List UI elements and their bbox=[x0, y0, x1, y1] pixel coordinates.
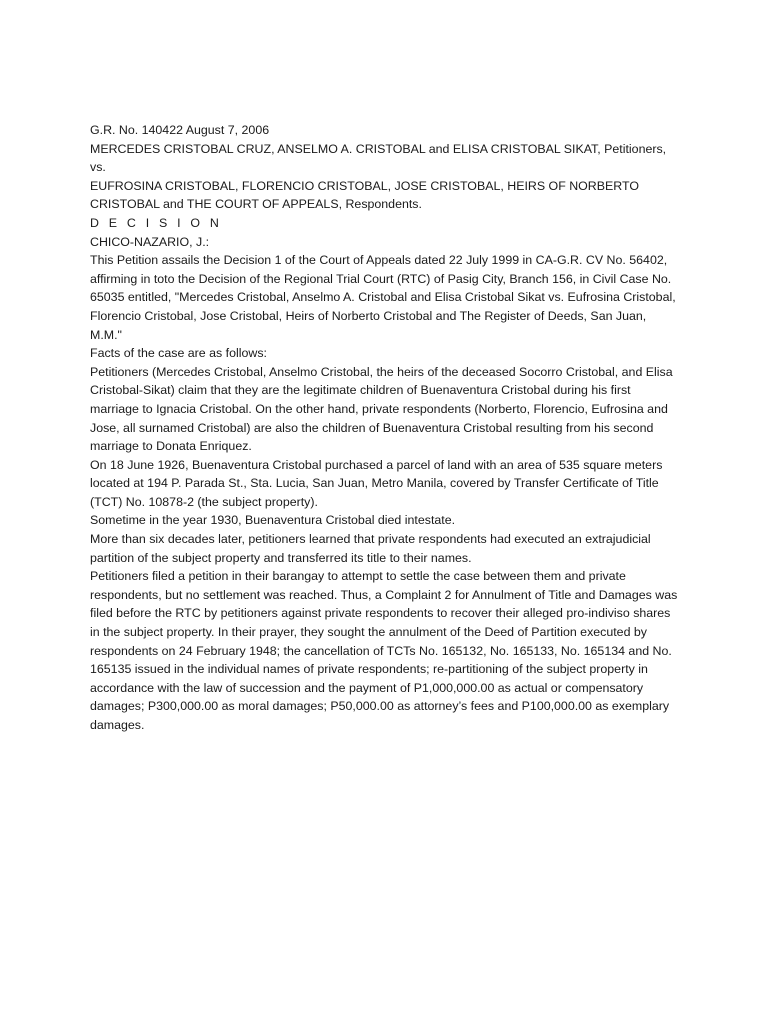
paragraph-facts-intro: Facts of the case are as follows: bbox=[90, 346, 267, 361]
paragraph-complaint: Petitioners filed a petition in their barangay to attempt to settle the case between them and private respondents, but no settlement was reached. Thus, a Complaint 2 for Annulment of Title and Damages was filed before the RTC by petitioners against private respondents to recover their alleged pro-indiviso shares in the subject property. In their prayer, they sought the annulment of the Deed of Partition executed by respondents on 24 February 1948; the cancellation of TCTs No. 165132, No. 165133, No. 165134 and No. 165135 issued in the individual names of private respondents; re-partitioning of the subject property in accordance with the law of succession and the payment of P1,000,000.00 as actual or compensatory damages; P300,000.00 as moral damages; P50,000.00 as attorney’s fees and P100,000.00 as exemplary damages. bbox=[90, 569, 678, 732]
paragraph-death: Sometime in the year 1930, Buenaventura Cristobal died intestate. bbox=[90, 513, 456, 528]
versus-line: vs. bbox=[90, 160, 106, 175]
paragraph-partition: More than six decades later, petitioners learned that private respondents had executed an extrajudicial partition of the subject property and transferred its title to their names. bbox=[90, 532, 651, 565]
paragraph-purchase: On 18 June 1926, Buenaventura Cristobal purchased a parcel of land with an area of 535 square meters located at 194 P. Parada St., Sta. Lucia, San Juan, Metro Manila, covered by Transfer Certificate of Title (TCT) No. 10878-2 (the subject property). bbox=[90, 457, 663, 509]
decision-document bbox=[90, 121, 680, 735]
paragraph-petition: This Petition assails the Decision 1 of the Court of Appeals dated 22 July 1999 in CA-G.R. CV No. 56402, affirming in toto the Decision of the Regional Trial Court (RTC) of Pasig City, Branch 156, in Civil Case No. 65035 entitled, "Mercedes Cristobal, Anselmo A. Cristobal and Elisa Cristobal Sikat vs. Eufrosina Cristobal, Florencio Cristobal, Jose Cristobal, Heirs of Norberto Cristobal and The Register of Deeds, San Juan, M.M." bbox=[90, 253, 676, 342]
paragraph-parties: Petitioners (Mercedes Cristobal, Anselmo Cristobal, the heirs of the deceased Socorro Cristobal, and Elisa Cristobal-Sikat) claim that they are the legitimate children of Buenaventura Cristobal during his first marriage to Ignacia Cristobal. On the other hand, private respondents (Norberto, Florencio, Eufrosina and Jose, all surnamed Cristobal) are also the children of Buenaventura Cristobal resulting from his second marriage to Donata Enriquez. bbox=[90, 364, 673, 454]
case-number-line: G.R. No. 140422 August 7, 2006 bbox=[90, 123, 270, 137]
decision-heading: D E C I S I O N bbox=[90, 215, 222, 230]
respondents-line: EUFROSINA CRISTOBAL, FLORENCIO CRISTOBAL, JOSE CRISTOBAL, HEIRS OF NORBERTO CRISTOBAL and THE COURT OF APPEALS, Respondents. bbox=[90, 178, 639, 212]
petitioners-line: MERCEDES CRISTOBAL CRUZ, ANSELMO A. CRISTOBAL and ELISA CRISTOBAL SIKAT, Petitioners, bbox=[90, 141, 667, 156]
ponente-line: CHICO-NAZARIO, J.: bbox=[90, 234, 210, 249]
